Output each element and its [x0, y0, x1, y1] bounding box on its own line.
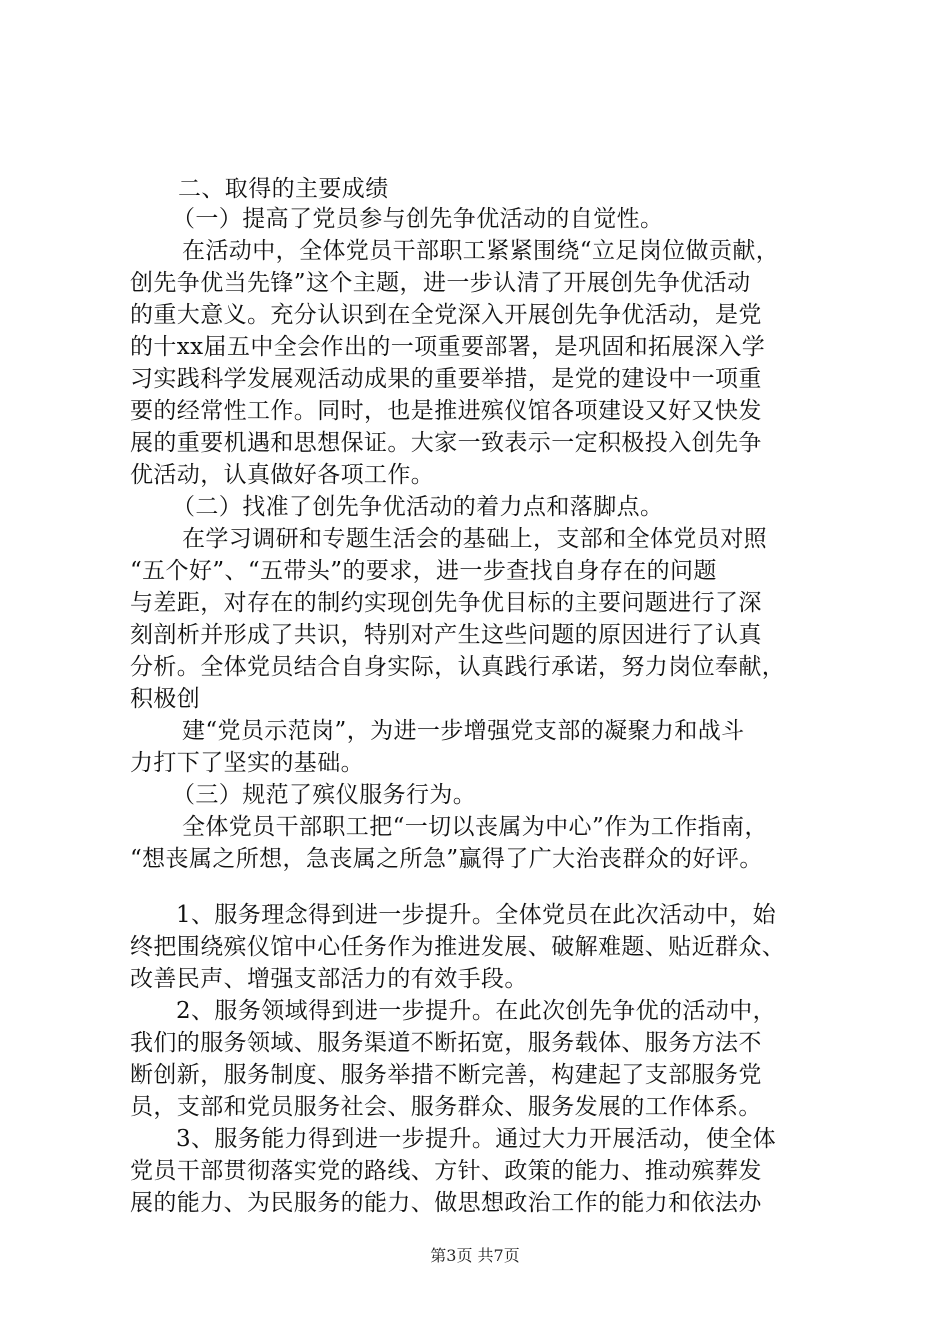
text-line: 终把围绕殡仪馆中心任务作为推进发展、破解难题、贴近群众、 [130, 934, 786, 960]
subheading-1: （一）提高了党员参与创先争优活动的自觉性。 [172, 206, 664, 232]
text-line: 与差距，对存在的制约实现创先争优目标的主要问题进行了深 [130, 590, 762, 616]
text-line: 改善民声、增强支部活力的有效手段。 [130, 966, 528, 992]
text-line: 展的重要机遇和思想保证。大家一致表示一定积极投入创先争 [130, 430, 762, 456]
text-line: 优活动，认真做好各项工作。 [130, 462, 435, 488]
subheading-3: （三）规范了殡仪服务行为。 [172, 782, 477, 808]
list-item-1: 1、服务理念得到进一步提升。全体党员在此次活动中，始 [176, 902, 777, 928]
subheading-2: （二）找准了创先争优活动的着力点和落脚点。 [172, 494, 664, 520]
text-line: 断创新，服务制度、服务举措不断完善，构建起了支部服务党 [130, 1062, 762, 1088]
list-item-3: 3、服务能力得到进一步提升。通过大力开展活动，使全体 [176, 1126, 777, 1152]
text-line: 积极创 [130, 686, 201, 712]
text-line: 刻剖析并形成了共识，特别对产生这些问题的原因进行了认真 [130, 622, 762, 648]
text-line: 的十xx届五中全会作出的一项重要部署，是巩固和拓展深入学 [130, 334, 766, 360]
text-line: 在活动中，全体党员干部职工紧紧围绕“立足岗位做贡献， [182, 238, 780, 264]
text-line: 创先争优当先锋”这个主题，进一步认清了开展创先争优活动 [130, 270, 751, 296]
text-line: “想丧属之所想，急丧属之所急”赢得了广大治丧群众的好评。 [130, 846, 763, 872]
text-line: 力打下了坚实的基础。 [130, 750, 364, 776]
text-line: 要的经常性工作。同时，也是推进殡仪馆各项建设又好又快发 [130, 398, 762, 424]
text-line: 党员干部贯彻落实党的路线、方针、政策的能力、推动殡葬发 [130, 1158, 762, 1184]
text-line: 员，支部和党员服务社会、服务群众、服务发展的工作体系。 [130, 1094, 762, 1120]
text-line: 全体党员干部职工把“一切以丧属为中心”作为工作指南， [182, 814, 768, 840]
text-line: 在学习调研和专题生活会的基础上，支部和全体党员对照 [182, 526, 767, 552]
text-line: 习实践科学发展观活动成果的重要举措，是党的建设中一项重 [130, 366, 762, 392]
page-number: 第3页 共7页 [430, 1246, 520, 1265]
text-line: 的重大意义。充分认识到在全党深入开展创先争优活动，是党 [130, 302, 762, 328]
text-line: 展的能力、为民服务的能力、做思想政治工作的能力和依法办 [130, 1190, 762, 1216]
text-line: 建“党员示范岗”，为进一步增强党支部的凝聚力和战斗 [182, 718, 745, 744]
text-line: “五个好”、“五带头”的要求，进一步查找自身存在的问题 [130, 558, 717, 584]
text-line: 我们的服务领域、服务渠道不断拓宽，服务载体、服务方法不 [130, 1030, 762, 1056]
list-item-2: 2、服务领域得到进一步提升。在此次创先争优的活动中， [176, 998, 777, 1024]
text-line: 分析。全体党员结合自身实际，认真践行承诺，努力岗位奉献， [130, 654, 786, 680]
section-heading: 二、取得的主要成绩 [178, 176, 389, 202]
